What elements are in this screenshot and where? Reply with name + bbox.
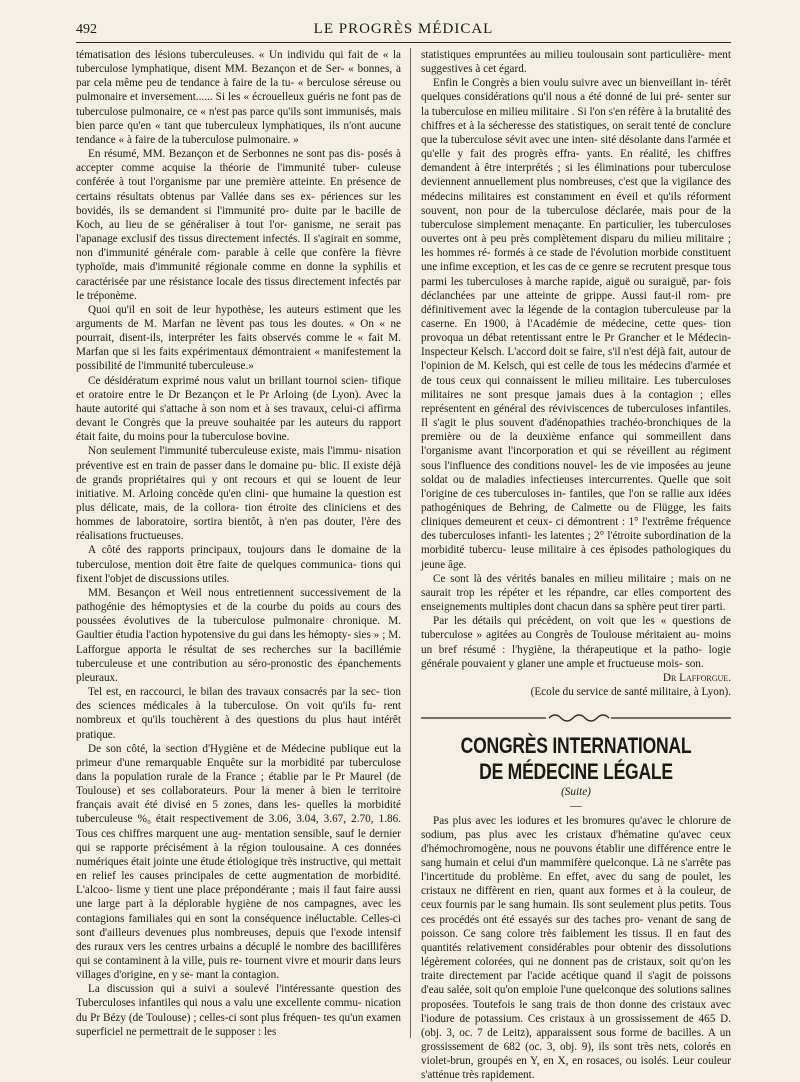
paragraph: Pas plus avec les iodures et les bromures qu'avec le chlorure de sodium, pas plus avec les cristaux d'hématine qu'avec ceux d'hémochromogène, nous ne pouvons établir une différence entre le sang humain et celui d'un mammifère quelconque. Là ne s'arrête pas l'incertitude du problème. En effet, avec du sang de poulet, les cristaux ne diffèrent en rien, quant aux formes et à la couleur, de ceux fournis par le sang humain. Ils sont seulement plus petits. Tous ces procédés ont été essayés sur des taches pro- venant de sang de poisson. Ce sang colore très faiblement les tissus. Il en faut des quantités relativement considérables pour obtenir des dissolutions légèrement colorées, qui ne donnent pas de cristaux, soit qu'on les traite directement par l'acide acétique quand il s'agit de poissons d'eau salée, soit qu'on emploie l'une quelconque des solutions salines proposées. Toutefois le sang trais de thon donne des cristaux avec l'iodure de potassium. Ces cristaux à un grossissement de 465 D. (obj. 3, oc. 7 de Leitz), apparaissent sous forme de bacilles. A un grossissement de 682 (oc. 3, obj. 9), ils sont très nets, colorés en violet-brun, groupés en Y, en X, en rosaces, ou isolés. Leur couleur s'atténue très rapidement. [421,814,731,1082]
paragraph: Par les détails qui précèdent, on voit que les « questions de tuberculose » agitées au Congrès de Toulouse méritaient au- moins un bref résumé : l'hygiène, la thérapeutique et la patho- logie générale pouvaient y glaner une ample et fructueuse mois- son. [421,614,731,671]
paragraph: De son côté, la section d'Hygiène et de Médecine publique eut la primeur d'une remarquable Enquête sur la morbidité par tuberculose dans la population rurale de la France ; établie par le Pr Maurel (de Toulouse) et ses collaborateurs. Pour la mener à bien le territoire français avait été divisé en 5 zones, dans les- quelles la morbidité tuberculeuse %₀ était respectivement de 3.06, 3.04, 3.67, 2.70, 1.86. Tous ces chiffres marquent une aug- mentation sensible, sauf le dernier qui se rapporte précisément à la région toulousaine. A ces données numériques était jointe une étude étiologique très instructive, qui mettait en relief les causes principales de cette augmentation de morbidité. L'alcoo- lisme y tient une place prépondérante ; mais il faut faire aussi une large part à la déplorable hygiène de nos campagnes, avec les contagions familiales qui en sont la conséquence inéluctable. Celles-ci sont d'ailleurs devenues plus nombreuses, depuis que l'exode intensif des ruraux vers les centres urbains a décuplé le nombre des bacillifères qui se contaminent à la ville, puis re- tournent vivre et mourir dans leurs villages d'origine, en y se- mant la contagion. [76,742,401,983]
column-divider [410,48,411,1038]
paragraph: Ce désidératum exprimé nous valut un brillant tournoi scien- tifique et oratoire entre le Dr Bezançon et le Pr Arloing (de Lyon). Avec la haute autorité qui s'attache à son nom et à ses travaux, celui-ci affirma devant le Congrès que la preuve souhaitée par les auteurs du rapport était faite, du moins pour la tuberculose bovine. [76,374,401,445]
paragraph: statistiques empruntées au milieu toulousain sont particulière- ment suggestives à cet égard. [421,48,731,76]
paragraph: MM. Besançon et Weil nous entretiennent successivement de la pathogénie des hémoptysies et de la courbe du poids au cours des poussées évolutives de la tuberculose pulmonaire chronique. M. Gaultier étudia l'action hypotensive du gui dans les hémopty- sies » ; M. Lafforgue apporta le résultat de ses recherches sur la bacillémie tuberculeuse et une contribution au séro-pronostic des épanchements pleuraux. [76,586,401,685]
section-subtitle: (Suite) [421,785,731,799]
section-dash: — [421,799,731,813]
paragraph: Quoi qu'il en soit de leur hypothèse, les auteurs estiment que les arguments de M. Marfan ne lèvent pas tous les doutes. « On « ne pourrait, disent-ils, interpréter les faits observés comme le « fait M. Marfan que si les faits expérimentaux démontraient « manifestement la possibilité de l'immunité tuberculeuse.» [76,303,401,374]
paragraph: Non seulement l'immunité tuberculeuse existe, mais l'immu- nisation préventive est en train de passer dans le domaine pu- blic. Il existe déjà de grands propriétaires qui y ont recours et qui se louent de leur initiative. M. Arloing concède qu'en clini- que humaine la question est plus délicate, mais, de la collora- tion étroite des cliniciens et des hommes de laboratoire, sortira bientôt, à n'en pas douter, l'ère des réalisations fructueuses. [76,444,401,543]
paragraph: Ce sont là des vérités banales en milieu militaire ; mais on ne saurait trop les répéter et les répandre, car elles comportent des enseignements multiples dont chacun dans sa sphère peut tirer parti. [421,572,731,614]
signature-name: Dr Lafforgue. [421,671,731,685]
right-column [421,48,731,1082]
paragraph: La discussion qui a suivi a soulevé l'intéressante question des Tuberculoses infantiles qui nous a valu une excellente commu- nication du Pr Bézy (de Toulouse) ; celles-ci sont plus fréquen- tes qu'un examen superficiel ne permettrait de le supposer : les [76,982,401,1039]
paragraph: Tel est, en raccourci, le bilan des travaux consacrés par la sec- tion des sciences médicales à la tuberculose. On voit qu'ils fu- rent nombreux et qu'ils touchèrent à des questions du plus haut intérêt pratique. [76,685,401,742]
signature-affiliation: (Ecole du service de santé militaire, à Lyon). [421,685,731,699]
page-header [76,18,731,43]
journal-title: LE PROGRÈS MÉDICAL [76,21,731,38]
page-number: 492 [76,22,97,38]
paragraph: Enfin le Congrès a bien voulu suivre avec un bienveillant in- térêt quelques considérations qu'il nous a été donné de lui pré- senter sur la tuberculose en milieu militaire . Si l'on s'en réfère à la brutalité des chiffres et à la sécheresse des statistiques, on serait tenté de conclure que la tuberculose sévit avec une inten- sité désolante dans l'armée et qu'elle y fait des progrès effra- yants. En réalité, les chiffres demandent à être interprétés ; si les éliminations pour tuberculose deviennent annuellement plus nombreuses, c'est que la vigilance des médecins militaires est constamment en éveil et qu'ils réforment souvent, non pour de la tuberculose déclarée, mais pour de la tuberculose simplement menaçante. En particulier, les tuberculoses ouvertes ont à peu près complètement disparu du milieu militaire ; les hommes ré- formés à ce stade de l'évolution morbide constituent une infime exception, et les cas de ce genre se recrutent presque tous parmi les tuberculoses à marche rapide, aiguë ou suraiguë, par- fois déclanchées par une atteinte de grippe. Aussi faut-il rom- pre définitivement avec la légende de la contagion tuberculeuse par la caserne. En 1900, à l'Académie de médecine, cette ques- tion provoqua un débat retentissant entre le Pr Grancher et le Médecin-Inspecteur Kelsch. L'accord doit se faire, s'il n'est déjà fait, autour de l'opinion de M. Kelsch, qui est celle de tous les médecins d'armée et de tous ceux qui connaissent le milieu militaire. Les tuberculoses militaires ne sont presque jamais dues à la contagion ; elles représentent en général des réviviscences de tuberculoses infantiles. Il s'agit le plus souvent d'adénopathies trachéo-bronchiques de la première ou de la deuxième enfance qui sommeillent dans l'organisme avant l'incorporation et qui se réveillent au régiment sous l'influence des conditions nouvel- les de vie imposées au jeune soldat ou de maladies infectieuses intercurrentes. Quelle que soit l'origine de ces tuberculoses in- fantiles, que l'on se rallie aux idées pathogéniques de Behring, de Calmette ou de Flügge, les faits cliniques demeurent et ceux- ci démontrent : 1° l'extrême fréquence des tuberculoses infanti- les latentes ; 2° l'étroite subordination de la morbidité tubercu- leuse militaire à ces épisodes pathologiques du jeune âge. [421,76,731,571]
paragraph: En résumé, MM. Bezançon et de Serbonnes ne sont pas dis- posés à accepter comme acquise la théorie de l'immunité tuber- culeuse conférée à tout l'organisme par une première atteinte. En présence de certains résultats obtenus par Vallée dans ses ex- périences sur les bovidés, ils se demandent si l'immunité pro- duite par le bacille de Koch, au lieu de se généraliser à tout l'or- ganisme, ne serait pas l'apanage exclusif des tissus directement infectés. Il s'agirait en somme, non d'immunité générale com- parable à celle que confère la fièvre typhoïde, mais d'immunité régionale comme en donne la syphilis et caractérisée par une résistance locale des tissus directement infectés par le tréponème. [76,147,401,303]
left-column [76,48,401,1039]
paragraph: tématisation des lésions tuberculeuses. « Un individu qui fait de « la tuberculose lymphatique, disent MM. Bezançon et de Ser- « bonnes, a par cela même peu de tendance à faire de la tu- « berculose séreuse ou pulmonaire et inversement...... Si les « écrouelleux guéris ne font pas de tuberculose pulmonaire, ce « n'est pas parce qu'ils sont immunisés, mais bien parce qu'en « tant que tuberculeux lymphatiques, ils n'ont aucune tendance « à faire de la tuberculose pulmonaire. » [76,48,401,147]
ornamental-divider-icon [421,711,731,725]
section-title: CONGRÈS INTERNATIONAL DE MÉDECINE LÉGALE [455,733,697,785]
paragraph: A côté des rapports principaux, toujours dans le domaine de la tuberculose, mention doit être faite de quelques communica- tions qui fixent l'objet de discussions utiles. [76,543,401,585]
